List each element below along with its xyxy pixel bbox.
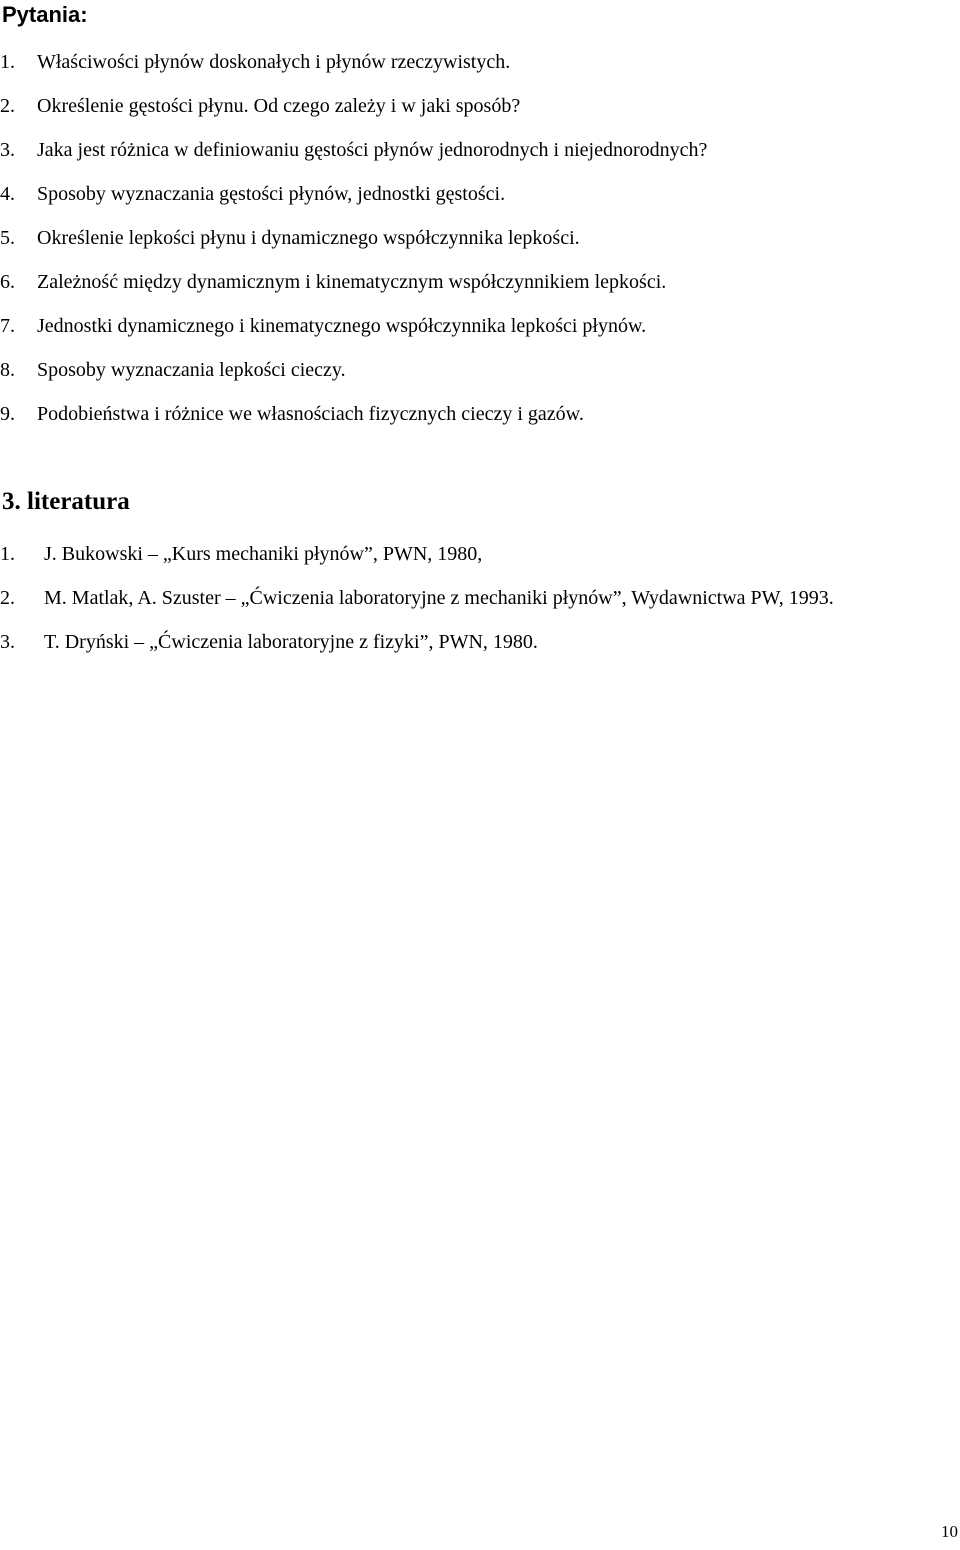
page-number: 10 <box>941 1522 958 1541</box>
question-number: 3. <box>0 139 15 161</box>
literature-text: M. Matlak, A. Szuster – „Ćwiczenia laboratoryjne z mechaniki płynów”, Wydawnictwa PW, 1993. <box>44 587 834 609</box>
question-number: 9. <box>0 403 15 425</box>
question-number: 7. <box>0 315 15 337</box>
page-title: Pytania: <box>2 2 88 27</box>
question-number: 6. <box>0 271 15 293</box>
question-text: Sposoby wyznaczania lepkości cieczy. <box>37 359 346 381</box>
literature-text: T. Dryński – „Ćwiczenia laboratoryjne z fizyki”, PWN, 1980. <box>44 631 538 653</box>
literature-item <box>0 620 960 664</box>
question-text: Określenie lepkości płynu i dynamicznego współczynnika lepkości. <box>37 227 580 249</box>
question-number: 5. <box>0 227 15 249</box>
question-text: Właściwości płynów doskonałych i płynów rzeczywistych. <box>37 51 511 73</box>
question-number: 2. <box>0 95 15 117</box>
question-number: 1. <box>0 51 15 73</box>
literature-item <box>0 576 960 620</box>
literature-text: J. Bukowski – „Kurs mechaniki płynów”, PWN, 1980, <box>44 543 483 565</box>
question-text: Podobieństwa i różnice we własnościach fizycznych cieczy i gazów. <box>37 403 584 425</box>
question-text: Jaka jest różnica w definiowaniu gęstości płynów jednorodnych i niejednorodnych? <box>37 139 708 161</box>
literature-number: 1. <box>0 543 15 565</box>
literature-list <box>0 532 960 664</box>
literature-number: 2. <box>0 587 15 609</box>
question-text: Zależność między dynamicznym i kinematycznym współczynnikiem lepkości. <box>37 271 667 293</box>
literature-number: 3. <box>0 631 15 653</box>
question-number: 4. <box>0 183 15 205</box>
question-text: Określenie gęstości płynu. Od czego zależy i w jaki sposób? <box>37 95 521 117</box>
literature-item <box>0 532 960 576</box>
literature-heading: 3. literatura <box>2 488 130 515</box>
question-number: 8. <box>0 359 15 381</box>
question-text: Jednostki dynamicznego i kinematycznego współczynnika lepkości płynów. <box>37 315 647 337</box>
question-text: Sposoby wyznaczania gęstości płynów, jednostki gęstości. <box>37 183 506 205</box>
